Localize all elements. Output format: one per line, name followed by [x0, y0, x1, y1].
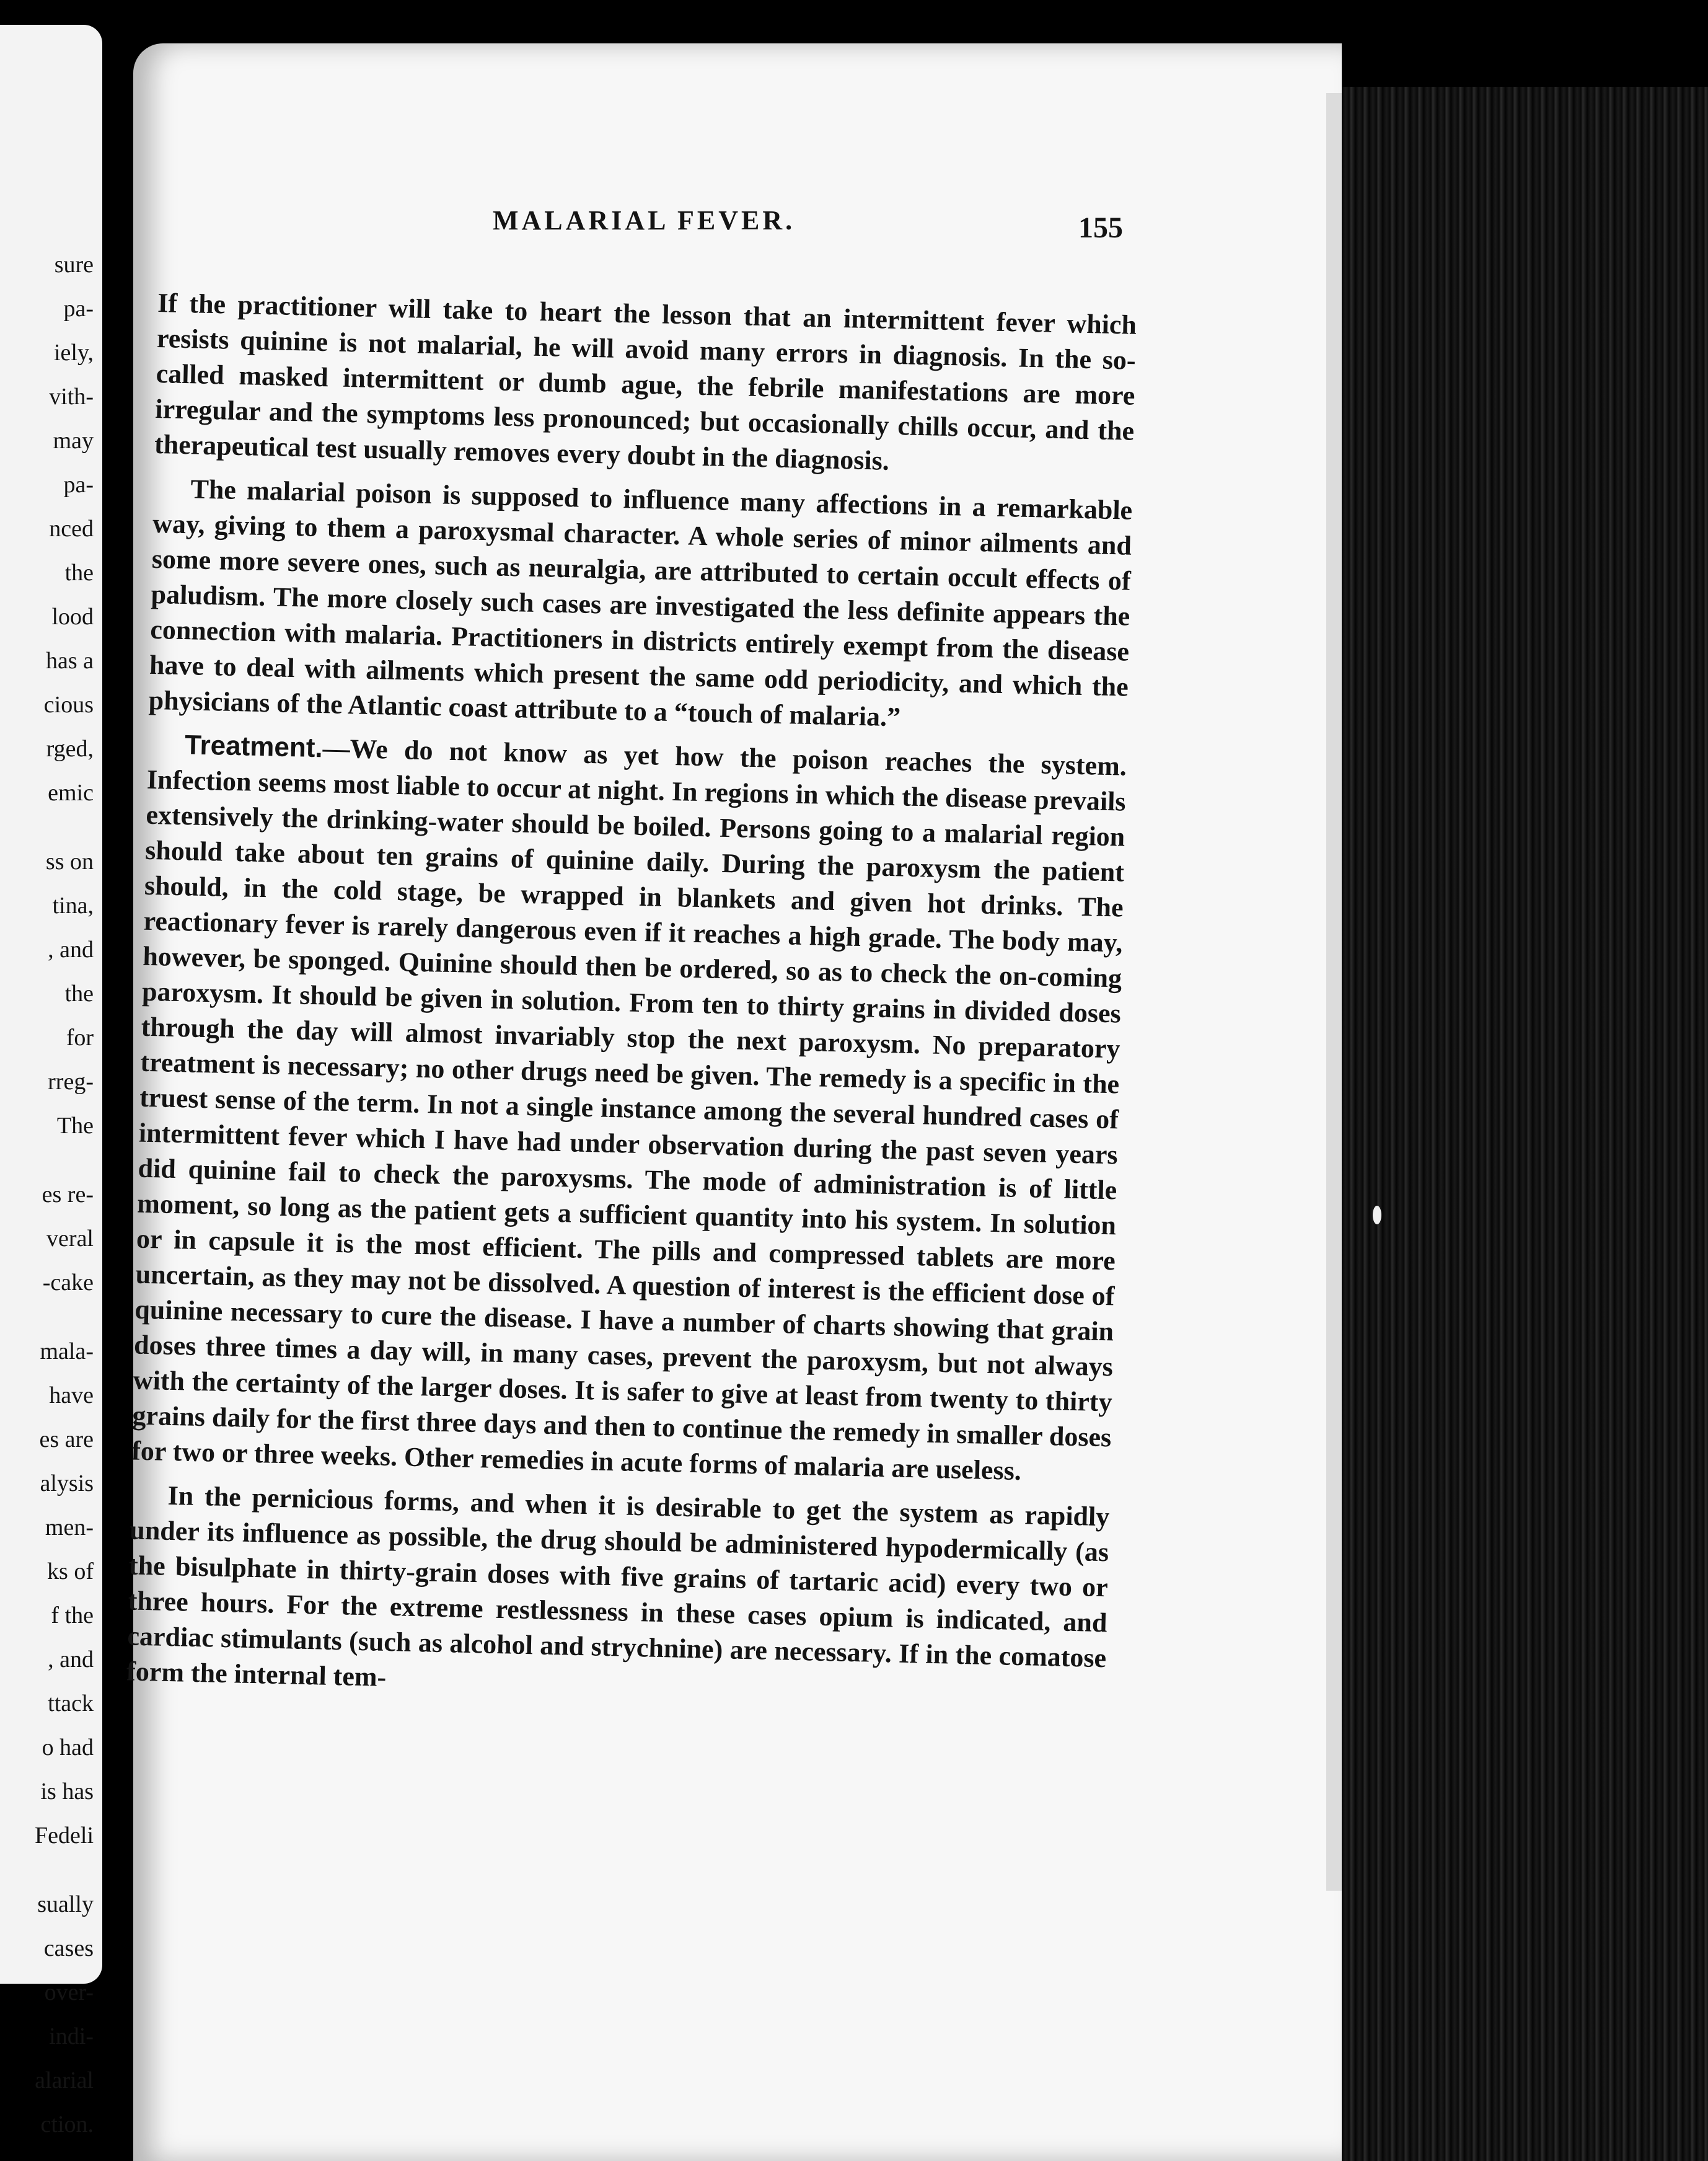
facing-page-text-fragment: The: [56, 1113, 94, 1139]
facing-page-text-fragment: is has: [40, 1779, 94, 1805]
facing-page-text-fragment: pa-: [63, 472, 94, 498]
facing-page-text-fragment: ss on: [45, 849, 94, 875]
facing-page-text-fragment: have: [49, 1382, 94, 1408]
facing-page-text-fragment: may: [53, 428, 94, 454]
book-page: [126, 43, 1342, 2161]
facing-page-text-fragment: sure: [54, 252, 94, 278]
facing-page-text-fragment: rged,: [46, 736, 94, 762]
paragraph: [148, 471, 1133, 740]
facing-page-text-fragment: rreg-: [48, 1069, 94, 1095]
facing-page-text-fragment: es are: [39, 1426, 94, 1452]
facing-page-fragment: [0, 25, 102, 2137]
facing-page-text-fragment: Fedeli: [35, 1823, 94, 1849]
facing-page-text-fragment: o had: [42, 1735, 94, 1761]
facing-page-text-fragment: veral: [46, 1226, 94, 1252]
body-text: [126, 285, 1137, 1720]
facing-page-text-fragment: mala-: [40, 1338, 94, 1364]
facing-page-text-fragment: ttack: [48, 1690, 94, 1717]
facing-page-text-fragment: es re-: [42, 1182, 94, 1208]
facing-page-text-fragment: cious: [43, 692, 94, 718]
facing-page-text-fragment: alarial: [35, 2067, 94, 2093]
paragraph-text: If the practitioner will take to heart the lesson that an intermittent fever which resists quinine is not malarial, he will avoid many errors in diagnosis. In the so-called masked intermittent or dumb ague, the febrile manifestations are more irregular and the symptoms less pronounced; but occasionally chills occur, and the therapeutical test usually removes every doubt in the diagnosis.: [154, 287, 1137, 476]
running-head: MALARIAL FEVER.: [493, 205, 796, 236]
paragraph-text: The malarial poison is supposed to influence many affections in a remarkable way, giving to them a paroxysmal character. A whole series of minor ailments and some more severe ones, such as neuralgia, are attributed to certain occult effects of paludism. The more closely such cases are investigated the less definite appears the connection with malaria. Practitioners in districts entirely exempt from the disease have to deal with ailments which present the same odd periodicity, and which the physicians of the Atlantic coast attribute to a “touch of malaria.”: [148, 474, 1133, 733]
facing-page-text-fragment: indi-: [49, 2023, 94, 2049]
paragraph-text: In the pernicious forms, and when it is desirable to get the system as rapidly under its influence as possible, the drug should be administered hypodermically (as the bisulphate in thirty-grain doses with five grains of tartaric acid) every two or three hours. For the extreme restlessness in these cases opium is indicated, and cardiac stimulants (such as alcohol and strychnine) are necessary. If in the comatose form the internal tem-: [126, 1480, 1110, 1692]
paragraph: [154, 285, 1137, 484]
facing-page-text-fragment: men-: [45, 1514, 94, 1540]
facing-page-text-fragment: over-: [44, 1979, 94, 2005]
book-gutter-edge: [1342, 87, 1708, 2161]
facing-page-text-fragment: , and: [48, 1646, 94, 1673]
facing-page-text-fragment: f the: [51, 1602, 94, 1628]
facing-page-text-fragment: for: [66, 1025, 94, 1051]
facing-page-text-fragment: ction.: [40, 2111, 94, 2137]
facing-page-text-fragment: the: [64, 981, 94, 1007]
facing-page-text-fragment: tina,: [52, 893, 94, 919]
page-header: [133, 205, 1249, 254]
facing-page-text-fragment: pa-: [63, 296, 94, 322]
facing-page-text-fragment: has a: [45, 648, 94, 674]
scan-speck: [1373, 1206, 1381, 1224]
facing-page-text-fragment: iely,: [53, 340, 94, 366]
section-heading: Treatment.: [184, 730, 324, 764]
facing-page-text-fragment: cases: [43, 1935, 94, 1961]
facing-page-text-fragment: nced: [49, 516, 94, 542]
facing-page-text-fragment: the: [64, 560, 94, 586]
facing-page-text-fragment: -cake: [42, 1270, 94, 1296]
facing-page-text-fragment: sually: [37, 1891, 94, 1917]
paragraph: [131, 727, 1127, 1491]
paragraph: [126, 1477, 1110, 1712]
paragraph-text: —We do not know as yet how the poison reaches the system. Infection seems most liable to occur at night. In regions in which the disease prevails extensively the drinking-water should be boiled. Persons going to a malarial region should take about ten grains of quinine daily. During the paroxysm the patient should, in the cold stage, be wrapped in blankets and given hot drinks. The reactionary fever is rarely dangerous even if it reaches a high grade. The body may, however, be sponged. Quinine should then be ordered, so as to check the on-coming paroxysm. It should be given in solution. From ten to thirty grains in divided doses through the day will almost invariably stop the next paroxysm. No preparatory treatment is necessary; no other drugs need be given. The remedy is a specific in the truest sense of the term. In not a single instance among the several hundred cases of intermittent fever which I have had under observation during the past seven years did quinine fail to check the paroxysms. The mode of administration is of little moment, so long as the patient gets a sufficient quantity into his system. In solution or in capsule it is the most efficient. The pills and compressed tablets are more uncertain, as they may not be dissolved. A question of interest is the efficient dose of quinine necessary to cure the disease. I have a number of charts showing that grain doses three times a day will, in many cases, prevent the paroxysm, but not always with the certainty of the larger doses. It is safer to give at least from twenty to thirty grains daily for the first three days and then to continue the remedy in smaller doses for two or three weeks. Other remedies in acute forms of malaria are useless.: [131, 733, 1127, 1487]
facing-page-text-fragment: ks of: [47, 1558, 94, 1584]
page-number: 155: [1078, 211, 1123, 244]
facing-page-text-fragment: lood: [51, 604, 94, 630]
facing-page-text-fragment: emic: [48, 780, 94, 806]
facing-page-text-fragment: , and: [48, 937, 94, 963]
facing-page-text-fragment: vith-: [49, 384, 94, 410]
facing-page-text-fragment: alysis: [40, 1470, 94, 1496]
